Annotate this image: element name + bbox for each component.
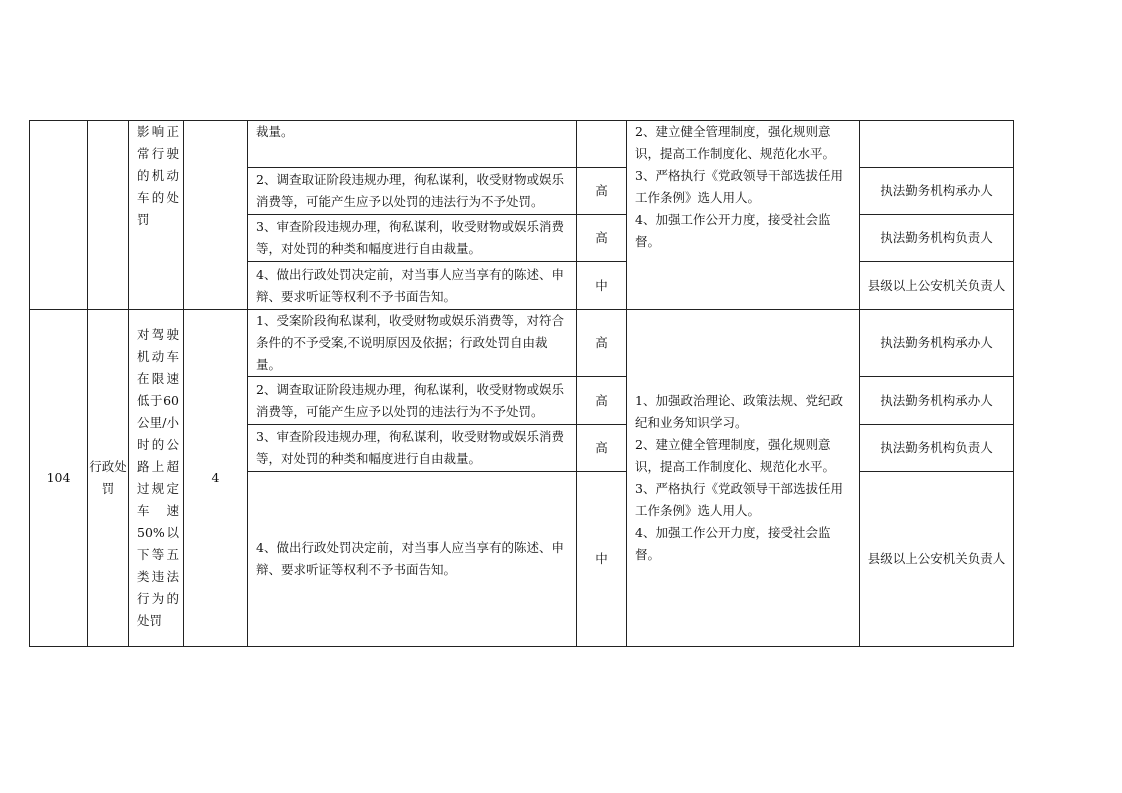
id-cell-empty [30,121,88,310]
measure-item: 4、加强工作公开力度，接受社会监督。 [635,525,831,562]
risk-level-cell: 高 [577,310,627,377]
category-cell-empty [88,121,129,310]
risk-level-cell: 高 [577,425,627,472]
measure-item: 4、加强工作公开力度，接受社会监督。 [635,212,831,249]
responsible-cell: 执法勤务机构承办人 [860,310,1014,377]
responsible-cell: 执法勤务机构负责人 [860,425,1014,472]
responsible-cell: 县级以上公安机关负责人 [860,472,1014,647]
measure-item: 3、严格执行《党政领导干部选拔任用工作条例》选人用人。 [635,168,843,205]
risk-point-cell: 2、调查取证阶段违规办理，徇私谋利，收受财物或娱乐消费等，可能产生应予以处罚的违法行为不予处罚。 [248,377,577,425]
responsible-cell: 执法勤务机构承办人 [860,168,1014,215]
risk-point-cell: 2、调查取证阶段违规办理，徇私谋利，收受财物或娱乐消费等，可能产生应予以处罚的违法行为不予处罚。 [248,168,577,215]
risk-point-cell: 1、受案阶段徇私谋利，收受财物或娱乐消费等，对符合条件的不予受案,不说明原因及依据；行政处罚自由裁量。 [248,310,577,377]
measure-item: 3、严格执行《党政领导干部选拔任用工作条例》选人用人。 [635,481,843,518]
measure-item: 2、建立健全管理制度，强化规则意识，提高工作制度化、规范化水平。 [635,124,836,161]
risk-point-cell: 4、做出行政处罚决定前，对当事人应当享有的陈述、申辩、要求听证等权利不予书面告知。 [248,472,577,647]
category-cell: 行政处罚 [88,310,129,647]
id-cell: 104 [30,310,88,647]
power-object-cell: 影响正常行驶的机动车的处罚 [129,121,184,310]
count-cell: 4 [184,310,248,647]
risk-level-cell [577,121,627,168]
risk-level-cell: 高 [577,377,627,425]
table-row [30,310,1014,377]
responsible-cell: 执法勤务机构承办人 [860,377,1014,425]
measures-cell [627,121,860,310]
count-cell-empty [184,121,248,310]
risk-level-cell: 中 [577,262,627,310]
risk-level-cell: 高 [577,168,627,215]
measures-cell [627,310,860,647]
measure-item: 2、建立健全管理制度，强化规则意识，提高工作制度化、规范化水平。 [635,437,836,474]
risk-level-cell: 中 [577,472,627,647]
table-row [30,121,1014,168]
measure-item: 1、加强政治理论、政策法规、党纪政纪和业务知识学习。 [635,393,843,430]
power-object-cell: 对驾驶机动车在限速低于60公里/小时的公路上超过规定车速50%以下等五类违法行为的处罚 [129,310,184,647]
risk-table [29,120,1014,647]
risk-point-cell: 3、审查阶段违规办理，徇私谋利，收受财物或娱乐消费等，对处罚的种类和幅度进行自由裁量。 [248,215,577,262]
risk-point-cell: 3、审查阶段违规办理，徇私谋利，收受财物或娱乐消费等，对处罚的种类和幅度进行自由裁量。 [248,425,577,472]
responsible-cell: 县级以上公安机关负责人 [860,262,1014,310]
risk-point-cell: 4、做出行政处罚决定前，对当事人应当享有的陈述、申辩、要求听证等权利不予书面告知。 [248,262,577,310]
responsible-cell: 执法勤务机构负责人 [860,215,1014,262]
responsible-cell [860,121,1014,168]
risk-point-cell: 裁量。 [248,121,577,168]
risk-level-cell: 高 [577,215,627,262]
